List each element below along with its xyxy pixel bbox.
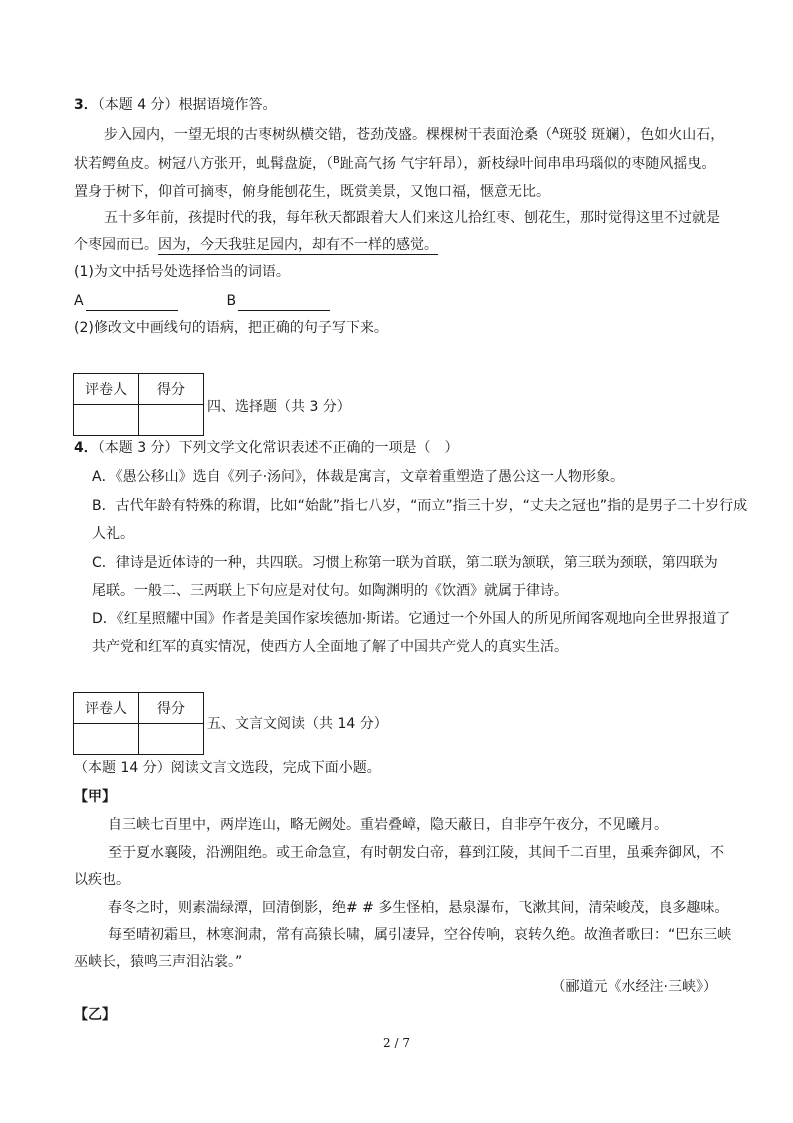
classical-paragraph: 自三峡七百里中，两岸连山，略无阙处。重岩叠嶂，隐天蔽日，自非亭午夜分，不见曦月。 xyxy=(108,817,668,833)
score-header: 得分 xyxy=(139,374,204,405)
answer-blank-b[interactable] xyxy=(238,296,330,311)
q4-stem: 下列文学文化常识表述不正确的一项是（ ） xyxy=(178,440,459,456)
q4-option-d[interactable]: D．《红星照耀中国》作者是美国作家埃德加·斯诺。它通过一个外国人的所见所闻客观地向全世界报道了 xyxy=(92,611,731,627)
grader-cell[interactable] xyxy=(74,724,139,755)
q3-text: 状若鳄鱼皮。树冠八方张开，虬髯盘旋，（ xyxy=(74,156,333,172)
passage-yi-label: 【乙】 xyxy=(74,1007,116,1023)
classical-paragraph: 至于夏水襄陵，沿溯阻绝。或王命急宣，有时朝发白帝，暮到江陵，其间千二百里，虽乘奔御风，不 xyxy=(108,845,724,861)
blank-label-a: A xyxy=(74,293,84,309)
grader-header: 评卷人 xyxy=(74,693,139,724)
q5-instruction: 阅读文言文选段，完成下面小题。 xyxy=(170,760,381,776)
q3-subquestion-1: (1)为文中括号处选择恰当的词语。 xyxy=(74,264,290,280)
q3-text: 趾高气扬 气宇轩昂），新枝绿叶间串串玛瑙似的枣随风摇曳。 xyxy=(339,156,716,172)
score-table xyxy=(73,373,204,436)
q3-subquestion-2: (2)修改文中画线句的语病，把正确的句子写下来。 xyxy=(74,320,388,336)
q3-score: （本题 4 分） xyxy=(97,97,179,113)
classical-paragraph: 每至晴初霜旦，林寒涧肃，常有高猿长啸，属引凄异，空谷传响，哀转久绝。故渔者歌曰：“巴东三峡 xyxy=(108,927,732,943)
classical-paragraph-cont: 以疾也。 xyxy=(74,872,130,888)
passage-jia-label: 【甲】 xyxy=(74,789,116,805)
classical-paragraph: 春冬之时，则素湍绿潭，回清倒影，绝# # 多生怪柏，悬泉瀑布，飞漱其间，清荣峻茂，良多趣味。 xyxy=(108,900,729,916)
q4-option-c-cont: 尾联。一般二、三两联上下句应是对仗句。如陶渊明的《饮酒》就属于律诗。 xyxy=(92,583,568,599)
q5-intro xyxy=(74,758,381,778)
underlined-sentence: 因为，今天我驻足园内，却有不一样的感觉。 xyxy=(158,237,438,253)
score-cell[interactable] xyxy=(139,405,204,436)
page-number: 2 / 7 xyxy=(383,1036,410,1050)
q3-text: 步入园内，一望无垠的古枣树纵横交错，苍劲茂盛。棵棵树干表面沧桑（ xyxy=(104,127,552,143)
section-5-title: 五、文言文阅读（共 14 分） xyxy=(207,716,388,732)
score-cell[interactable] xyxy=(139,724,204,755)
bracket-label-b: B xyxy=(333,155,340,166)
q3-passage-line xyxy=(104,125,724,147)
q4-number: 4． xyxy=(74,440,98,456)
q4-option-a[interactable]: A．《愚公移山》选自《列子·汤问》，体裁是寓言，文章着重塑造了愚公这一人物形象。 xyxy=(92,469,625,485)
q3-title xyxy=(74,95,277,115)
grader-cell[interactable] xyxy=(74,405,139,436)
section-4-title: 四、选择题（共 3 分） xyxy=(207,399,351,415)
grader-header: 评卷人 xyxy=(74,374,139,405)
q3-number: 3． xyxy=(74,97,98,113)
q4-option-c[interactable]: C．律诗是近体诗的一种，共四联。习惯上称第一联为首联，第二联为颔联，第三联为颈联，第四联为 xyxy=(92,555,718,571)
q4-option-b-cont: 人礼。 xyxy=(92,526,134,542)
q3-text: 个枣园而已。 xyxy=(74,237,158,253)
bracket-label-a: A xyxy=(552,126,559,137)
score-table xyxy=(73,692,204,755)
passage-source: （郦道元《水经注·三峡》） xyxy=(551,979,717,995)
q3-passage-line: 置身于树下，仰首可摘枣，俯身能刨花生，既赏美景，又饱口福，惬意无比。 xyxy=(74,184,550,200)
q3-passage-line xyxy=(74,235,438,255)
q3-answer-blanks xyxy=(74,291,330,311)
q4-score: （本题 3 分） xyxy=(97,440,179,456)
q3-instruction: 根据语境作答。 xyxy=(178,97,277,113)
q5-score: （本题 14 分） xyxy=(74,760,171,776)
q3-passage-line xyxy=(74,154,715,176)
q3-passage-line: 五十多年前，孩提时代的我，每年秋天都跟着大人们来这儿拾红枣、刨花生，那时觉得这里不过就是 xyxy=(104,210,720,226)
q4-title xyxy=(74,438,459,458)
score-header: 得分 xyxy=(139,693,204,724)
classical-paragraph-cont: 巫峡长，猿鸣三声泪沾裳。” xyxy=(74,954,243,970)
q4-option-b[interactable]: B．古代年龄有特殊的称谓，比如“始龀”指七八岁，“而立”指三十岁，“丈夫之冠也”指的是男子二十岁行成 xyxy=(92,498,748,514)
blank-label-b: B xyxy=(226,293,237,309)
q4-option-d-cont: 共产党和红军的真实情况，使西方人全面地了解了中国共产党人的真实生活。 xyxy=(92,639,568,655)
q3-text: 斑驳 斑斓），色如火山石， xyxy=(558,127,725,143)
answer-blank-a[interactable] xyxy=(86,296,178,311)
